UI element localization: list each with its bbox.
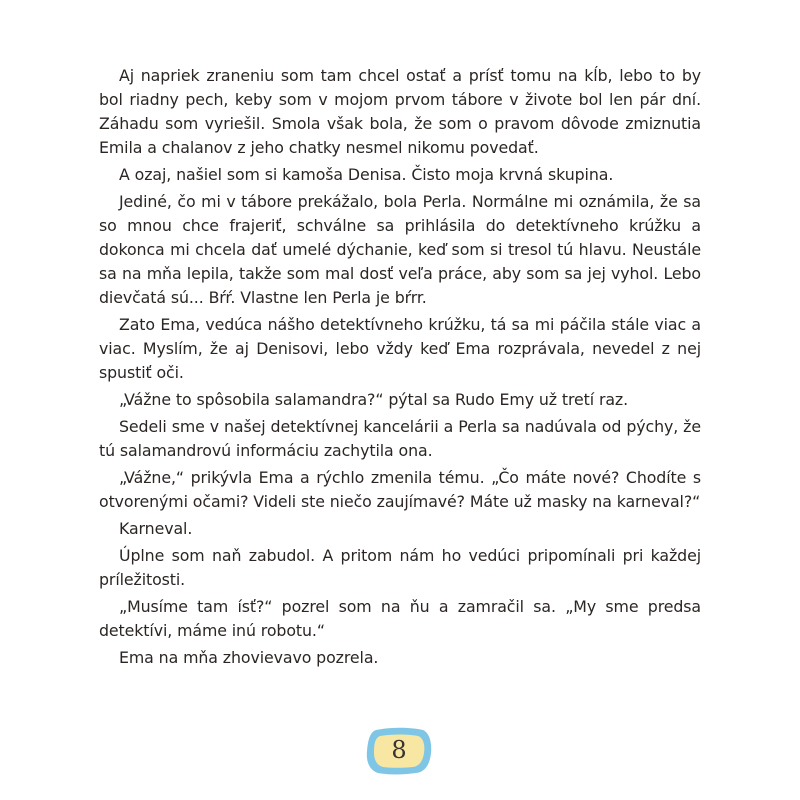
- paragraph-5: „Vážne to spôsobila salamandra?“ pýtal sa Rudo Emy už tretí raz.: [119, 390, 629, 409]
- page-number: 8: [391, 736, 407, 764]
- paragraph-10: „Musíme tam ísť?“ pozrel som na ňu a zamračil sa. „My sme predsa detektívi, máme inú robotu.“: [99, 597, 701, 640]
- page-number-badge: [366, 726, 432, 776]
- body-text: [99, 64, 701, 673]
- paragraph-1: Aj napriek zraneniu som tam chcel ostať a prísť tomu na kĺb, lebo to by bol riadny pech, keby som v mojom prvom tábore v živote bol len pár dní. Záhadu som vyriešil. Smola však bola, že som o pravom dôvode zmiznutia Emila a chalanov z jeho chatky nesmel nikomu povedať.: [99, 66, 701, 157]
- paragraph-9: Úplne som naň zabudol. A pritom nám ho vedúci pripomínali pri každej príležitosti.: [99, 546, 701, 589]
- paragraph-8: Karneval.: [119, 519, 193, 538]
- paragraph-6: Sedeli sme v našej detektívnej kancelárii a Perla sa nadúvala od pýchy, že tú salamandrovú informáciu zachytila ona.: [99, 417, 701, 460]
- paragraph-11: Ema na mňa zhovievavo pozrela.: [119, 648, 379, 667]
- paragraph-3: Jediné, čo mi v tábore prekážalo, bola Perla. Normálne mi oznámila, že sa so mnou chce frajeriť, schválne sa prihlásila do detektívneho krúžku a dokonca mi chcela dať umelé dýchanie, keď som si tresol tú hlavu. Neustále sa na mňa lepila, takže som mal dosť veľa práce, aby som sa jej vyhol. Lebo dievčatá sú... Bŕŕ. Vlastne len Perla je bŕrr.: [99, 192, 701, 307]
- paragraph-2: A ozaj, našiel som si kamoša Denisa. Čisto moja krvná skupina.: [119, 165, 614, 184]
- paragraph-7: „Vážne,“ prikývla Ema a rýchlo zmenila tému. „Čo máte nové? Chodíte s otvorenými očami? Videli ste niečo zaujímavé? Máte už masky na karneval?“: [99, 468, 701, 511]
- paragraph-4: Zato Ema, vedúca nášho detektívneho krúžku, tá sa mi páčila stále viac a viac. Myslím, že aj Denisovi, lebo vždy keď Ema rozprávala, nevedel z nej spustiť oči.: [99, 315, 701, 382]
